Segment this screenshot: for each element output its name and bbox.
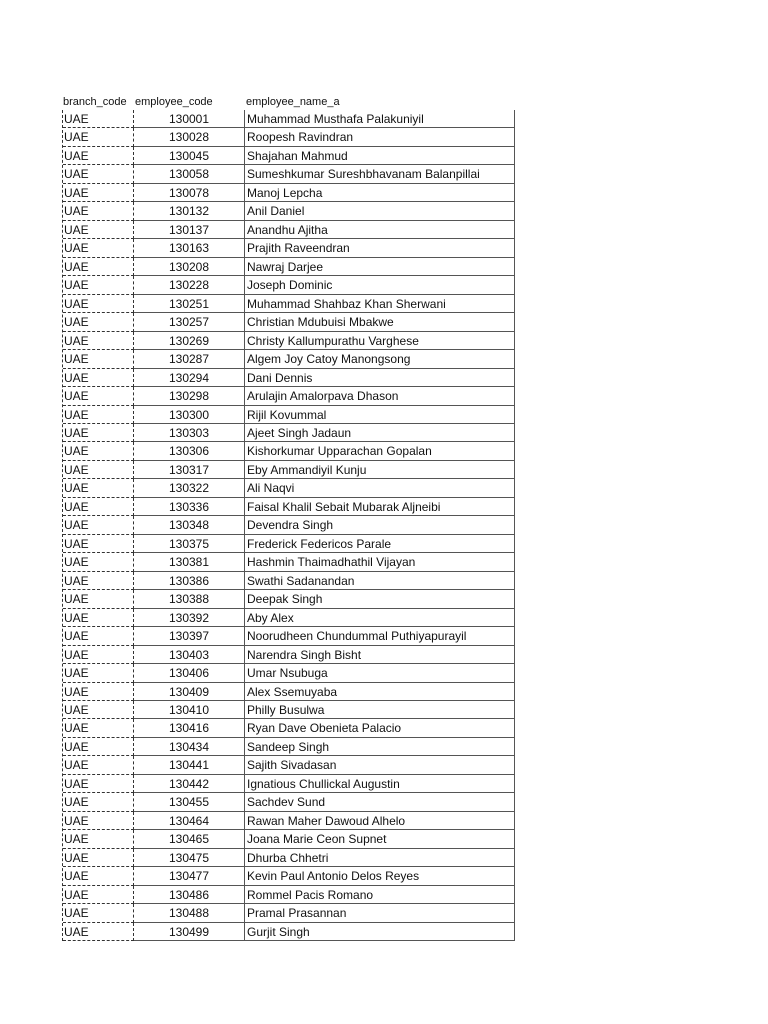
cell-branch-code[interactable]: UAE: [63, 793, 134, 811]
cell-employee-name[interactable]: Swathi Sadanandan: [245, 572, 515, 590]
cell-branch-code[interactable]: UAE: [63, 904, 134, 922]
cell-employee-code[interactable]: 130317: [134, 461, 245, 479]
cell-employee-name[interactable]: Prajith Raveendran: [245, 239, 515, 257]
cell-branch-code[interactable]: UAE: [63, 295, 134, 313]
employee-table: [62, 110, 515, 941]
table-row: [63, 830, 515, 848]
table-row: [63, 756, 515, 774]
table-row: [63, 147, 515, 165]
cell-employee-name[interactable]: Joseph Dominic: [245, 276, 515, 294]
cell-employee-name[interactable]: Nawraj Darjee: [245, 258, 515, 276]
cell-branch-code[interactable]: UAE: [63, 313, 134, 331]
table-row: [63, 849, 515, 867]
cell-branch-code[interactable]: UAE: [63, 572, 134, 590]
cell-employee-name[interactable]: Umar Nsubuga: [245, 664, 515, 682]
cell-branch-code[interactable]: UAE: [63, 756, 134, 774]
cell-employee-name[interactable]: Muhammad Musthafa Palakuniyil: [245, 110, 515, 128]
cell-branch-code[interactable]: UAE: [63, 165, 134, 183]
cell-employee-code[interactable]: 130442: [134, 775, 245, 793]
cell-employee-code[interactable]: 130294: [134, 369, 245, 387]
cell-employee-name[interactable]: Dhurba Chhetri: [245, 849, 515, 867]
cell-employee-code[interactable]: 130298: [134, 387, 245, 405]
cell-employee-code[interactable]: 130228: [134, 276, 245, 294]
cell-branch-code[interactable]: UAE: [63, 369, 134, 387]
cell-employee-code[interactable]: 130416: [134, 719, 245, 737]
cell-branch-code[interactable]: UAE: [63, 202, 134, 220]
cell-branch-code[interactable]: UAE: [63, 849, 134, 867]
cell-employee-name[interactable]: Sumeshkumar Sureshbhavanam Balanpillai: [245, 165, 515, 183]
table-row: [63, 332, 515, 350]
cell-branch-code[interactable]: UAE: [63, 664, 134, 682]
cell-branch-code[interactable]: UAE: [63, 738, 134, 756]
table-row: [63, 590, 515, 608]
cell-branch-code[interactable]: UAE: [63, 627, 134, 645]
cell-branch-code[interactable]: UAE: [63, 683, 134, 701]
cell-branch-code[interactable]: UAE: [63, 221, 134, 239]
cell-employee-name[interactable]: Frederick Federicos Parale: [245, 535, 515, 553]
cell-employee-name[interactable]: Christian Mdubuisi Mbakwe: [245, 313, 515, 331]
cell-employee-code[interactable]: 130465: [134, 830, 245, 848]
cell-employee-name[interactable]: Algem Joy Catoy Manongsong: [245, 350, 515, 368]
table-row: [63, 369, 515, 387]
cell-employee-code[interactable]: 130322: [134, 479, 245, 497]
cell-employee-code[interactable]: 130403: [134, 646, 245, 664]
table-row: [63, 923, 515, 941]
cell-employee-name[interactable]: Sachdev Sund: [245, 793, 515, 811]
cell-employee-name[interactable]: Dani Dennis: [245, 369, 515, 387]
table-row: [63, 498, 515, 516]
cell-employee-name[interactable]: Kishorkumar Upparachan Gopalan: [245, 442, 515, 460]
header-branch-code: branch_code: [63, 96, 127, 108]
cell-branch-code[interactable]: UAE: [63, 110, 134, 128]
table-row: [63, 793, 515, 811]
cell-employee-code[interactable]: 130269: [134, 332, 245, 350]
cell-employee-name[interactable]: Muhammad Shahbaz Khan Sherwani: [245, 295, 515, 313]
cell-branch-code[interactable]: UAE: [63, 184, 134, 202]
cell-branch-code[interactable]: UAE: [63, 147, 134, 165]
cell-employee-name[interactable]: Aby Alex: [245, 609, 515, 627]
table-row: [63, 683, 515, 701]
cell-employee-code[interactable]: 130381: [134, 553, 245, 571]
cell-employee-name[interactable]: Pramal Prasannan: [245, 904, 515, 922]
cell-branch-code[interactable]: UAE: [63, 609, 134, 627]
table-row: [63, 387, 515, 405]
cell-employee-code[interactable]: 130257: [134, 313, 245, 331]
cell-employee-code[interactable]: 130306: [134, 442, 245, 460]
cell-employee-code[interactable]: 130388: [134, 590, 245, 608]
cell-employee-name[interactable]: Philly Busulwa: [245, 701, 515, 719]
employee-sheet: [62, 88, 515, 941]
table-row: [63, 886, 515, 904]
cell-employee-code[interactable]: 130464: [134, 812, 245, 830]
cell-branch-code[interactable]: UAE: [63, 867, 134, 885]
cell-branch-code[interactable]: UAE: [63, 812, 134, 830]
cell-employee-code[interactable]: 130409: [134, 683, 245, 701]
cell-employee-code[interactable]: 130132: [134, 202, 245, 220]
cell-branch-code[interactable]: UAE: [63, 350, 134, 368]
header-employee-name: employee_name_a: [246, 96, 340, 108]
table-row: [63, 165, 515, 183]
table-row: [63, 867, 515, 885]
cell-branch-code[interactable]: UAE: [63, 775, 134, 793]
header-row: [62, 88, 515, 110]
cell-employee-name[interactable]: Alex Ssemuyaba: [245, 683, 515, 701]
cell-employee-code[interactable]: 130058: [134, 165, 245, 183]
table-row: [63, 461, 515, 479]
table-row: [63, 128, 515, 146]
cell-employee-code[interactable]: 130499: [134, 923, 245, 941]
table-row: [63, 184, 515, 202]
cell-employee-code[interactable]: 130303: [134, 424, 245, 442]
cell-branch-code[interactable]: UAE: [63, 498, 134, 516]
cell-employee-name[interactable]: Ali Naqvi: [245, 479, 515, 497]
cell-employee-code[interactable]: 130386: [134, 572, 245, 590]
cell-employee-name[interactable]: Joana Marie Ceon Supnet: [245, 830, 515, 848]
cell-branch-code[interactable]: UAE: [63, 276, 134, 294]
cell-branch-code[interactable]: UAE: [63, 461, 134, 479]
table-row: [63, 719, 515, 737]
cell-branch-code[interactable]: UAE: [63, 442, 134, 460]
table-row: [63, 572, 515, 590]
cell-employee-code[interactable]: 130392: [134, 609, 245, 627]
cell-employee-name[interactable]: Arulajin Amalorpava Dhason: [245, 387, 515, 405]
cell-employee-name[interactable]: Narendra Singh Bisht: [245, 646, 515, 664]
table-row: [63, 295, 515, 313]
table-row: [63, 775, 515, 793]
header-employee-code: employee_code: [135, 96, 213, 108]
table-row: [63, 738, 515, 756]
cell-employee-code[interactable]: 130488: [134, 904, 245, 922]
cell-employee-code[interactable]: 130397: [134, 627, 245, 645]
cell-branch-code[interactable]: UAE: [63, 923, 134, 941]
cell-employee-name[interactable]: Ryan Dave Obenieta Palacio: [245, 719, 515, 737]
table-row: [63, 553, 515, 571]
cell-employee-code[interactable]: 130486: [134, 886, 245, 904]
cell-branch-code[interactable]: UAE: [63, 535, 134, 553]
cell-employee-code[interactable]: 130028: [134, 128, 245, 146]
cell-branch-code[interactable]: UAE: [63, 553, 134, 571]
cell-branch-code[interactable]: UAE: [63, 830, 134, 848]
cell-employee-name[interactable]: Gurjit Singh: [245, 923, 515, 941]
cell-employee-code[interactable]: 130001: [134, 110, 245, 128]
cell-branch-code[interactable]: UAE: [63, 646, 134, 664]
cell-branch-code[interactable]: UAE: [63, 719, 134, 737]
cell-employee-name[interactable]: Manoj Lepcha: [245, 184, 515, 202]
cell-employee-code[interactable]: 130348: [134, 516, 245, 534]
cell-employee-name[interactable]: Anil Daniel: [245, 202, 515, 220]
cell-employee-code[interactable]: 130045: [134, 147, 245, 165]
cell-employee-name[interactable]: Rawan Maher Dawoud Alhelo: [245, 812, 515, 830]
cell-branch-code[interactable]: UAE: [63, 479, 134, 497]
cell-branch-code[interactable]: UAE: [63, 516, 134, 534]
cell-employee-name[interactable]: Ignatious Chullickal Augustin: [245, 775, 515, 793]
cell-employee-code[interactable]: 130163: [134, 239, 245, 257]
cell-employee-name[interactable]: Anandhu Ajitha: [245, 221, 515, 239]
cell-employee-name[interactable]: Sajith Sivadasan: [245, 756, 515, 774]
cell-employee-code[interactable]: 130455: [134, 793, 245, 811]
cell-branch-code[interactable]: UAE: [63, 424, 134, 442]
table-row: [63, 406, 515, 424]
cell-employee-code[interactable]: 130336: [134, 498, 245, 516]
table-row: [63, 609, 515, 627]
cell-branch-code[interactable]: UAE: [63, 258, 134, 276]
table-row: [63, 424, 515, 442]
cell-employee-name[interactable]: Rijil Kovummal: [245, 406, 515, 424]
cell-employee-name[interactable]: Devendra Singh: [245, 516, 515, 534]
table-row: [63, 701, 515, 719]
table-row: [63, 479, 515, 497]
table-row: [63, 516, 515, 534]
cell-employee-code[interactable]: 130300: [134, 406, 245, 424]
cell-branch-code[interactable]: UAE: [63, 387, 134, 405]
cell-employee-name[interactable]: Eby Ammandiyil Kunju: [245, 461, 515, 479]
cell-branch-code[interactable]: UAE: [63, 332, 134, 350]
cell-branch-code[interactable]: UAE: [63, 128, 134, 146]
cell-employee-code[interactable]: 130434: [134, 738, 245, 756]
cell-employee-code[interactable]: 130251: [134, 295, 245, 313]
cell-branch-code[interactable]: UAE: [63, 406, 134, 424]
table-row: [63, 664, 515, 682]
cell-employee-code[interactable]: 130078: [134, 184, 245, 202]
cell-employee-code[interactable]: 130375: [134, 535, 245, 553]
table-row: [63, 535, 515, 553]
cell-employee-name[interactable]: Kevin Paul Antonio Delos Reyes: [245, 867, 515, 885]
cell-employee-code[interactable]: 130287: [134, 350, 245, 368]
cell-employee-name[interactable]: Christy Kallumpurathu Varghese: [245, 332, 515, 350]
cell-employee-code[interactable]: 130477: [134, 867, 245, 885]
cell-employee-name[interactable]: Ajeet Singh Jadaun: [245, 424, 515, 442]
table-row: [63, 276, 515, 294]
table-row: [63, 646, 515, 664]
table-row: [63, 221, 515, 239]
cell-employee-name[interactable]: Sandeep Singh: [245, 738, 515, 756]
table-row: [63, 202, 515, 220]
cell-employee-code[interactable]: 130441: [134, 756, 245, 774]
cell-branch-code[interactable]: UAE: [63, 590, 134, 608]
cell-branch-code[interactable]: UAE: [63, 886, 134, 904]
cell-employee-name[interactable]: Rommel Pacis Romano: [245, 886, 515, 904]
table-row: [63, 442, 515, 460]
cell-employee-name[interactable]: Deepak Singh: [245, 590, 515, 608]
table-row: [63, 904, 515, 922]
cell-employee-name[interactable]: Roopesh Ravindran: [245, 128, 515, 146]
cell-employee-code[interactable]: 130410: [134, 701, 245, 719]
table-row: [63, 812, 515, 830]
cell-employee-name[interactable]: Faisal Khalil Sebait Mubarak Aljneibi: [245, 498, 515, 516]
table-row: [63, 350, 515, 368]
cell-branch-code[interactable]: UAE: [63, 239, 134, 257]
cell-employee-code[interactable]: 130406: [134, 664, 245, 682]
table-row: [63, 239, 515, 257]
cell-employee-code[interactable]: 130208: [134, 258, 245, 276]
cell-employee-name[interactable]: Shajahan Mahmud: [245, 147, 515, 165]
cell-branch-code[interactable]: UAE: [63, 701, 134, 719]
table-row: [63, 313, 515, 331]
table-row: [63, 258, 515, 276]
cell-employee-code[interactable]: 130137: [134, 221, 245, 239]
cell-employee-name[interactable]: Noorudheen Chundummal Puthiyapurayil: [245, 627, 515, 645]
cell-employee-code[interactable]: 130475: [134, 849, 245, 867]
cell-employee-name[interactable]: Hashmin Thaimadhathil Vijayan: [245, 553, 515, 571]
table-row: [63, 627, 515, 645]
table-row: [63, 110, 515, 128]
